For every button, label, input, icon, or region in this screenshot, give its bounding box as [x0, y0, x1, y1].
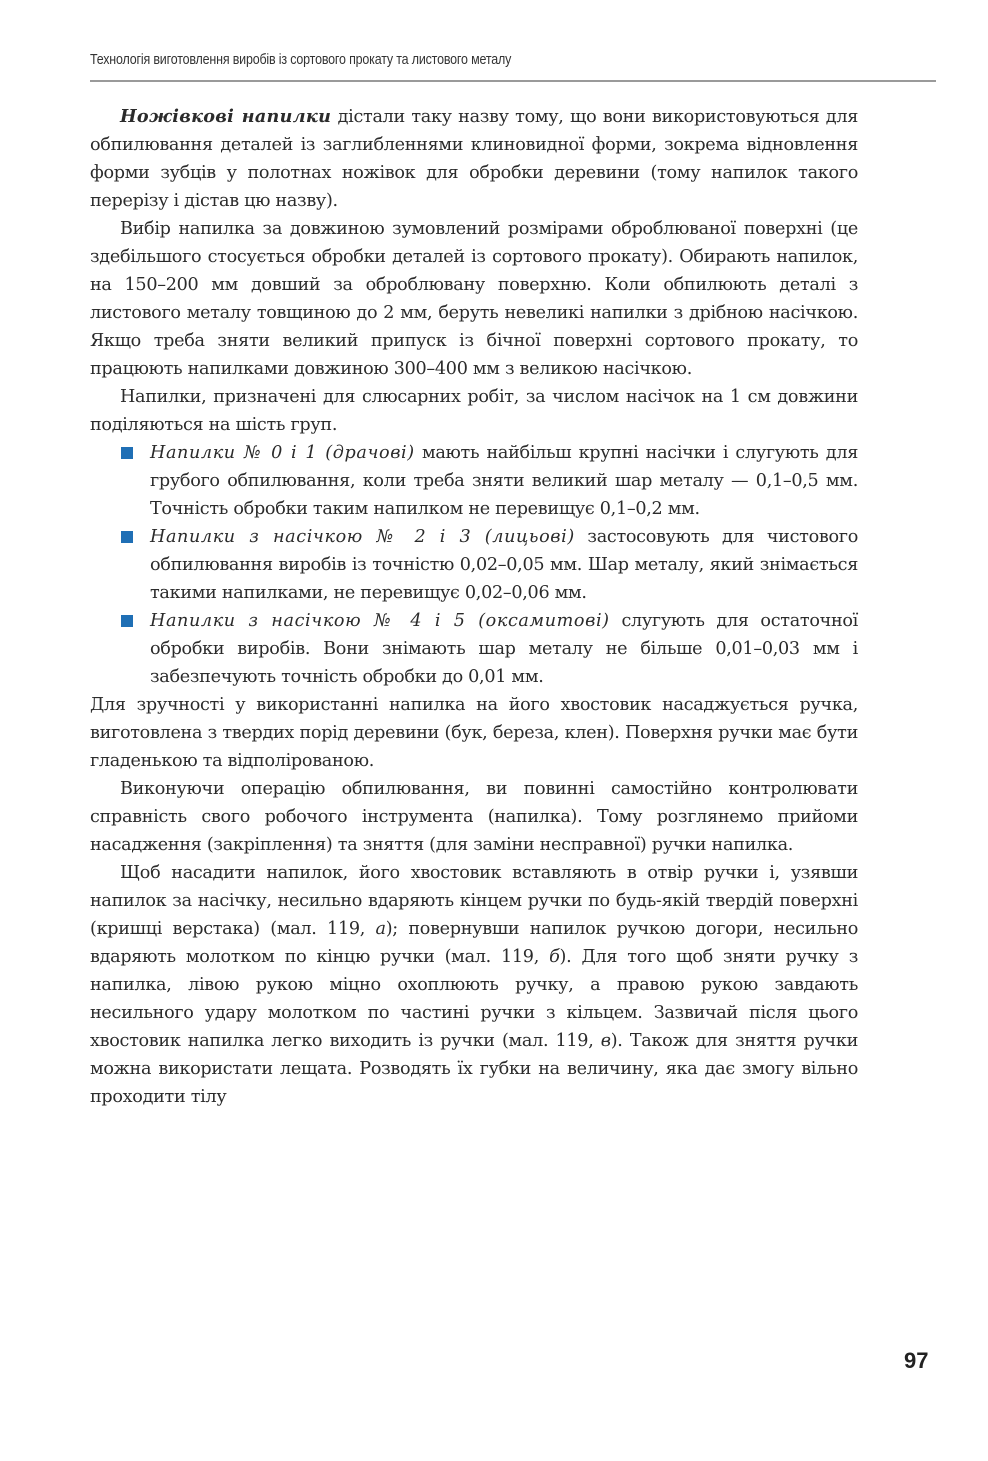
paragraph-text: ); повернувши напилок ручкою догори, несильно вдаряють молотком по кінцю ручки (мал. 119,	[90, 919, 858, 967]
list-item	[150, 607, 858, 691]
paragraph-text: дістали таку назву тому, що вони використовуються для обпилювання деталей із заглибленнями клиновидної форми, зокрема відновлення форми зубців у полотнах ножівок для обробки деревини (тому напилок такого перерізу і дістав цю назву).	[90, 107, 858, 211]
square-bullet-icon	[121, 615, 133, 627]
square-bullet-icon	[121, 531, 133, 543]
paragraph-text: ). Також для зняття ручки можна використати лещата. Розводять їх губки на величину, яка дає змогу вільно проходити тілу	[90, 1031, 858, 1107]
paragraph-file-groups-intro: Напилки, призначені для слюсарних робіт, за числом насічок на 1 см довжини поділяються на шість груп.	[90, 387, 858, 435]
paragraph-handle-mounting	[90, 859, 858, 1111]
header-divider	[90, 80, 936, 82]
figure-ref-b: б	[549, 947, 560, 967]
figure-ref-c: в	[600, 1031, 611, 1051]
list-item-text: слугують для остаточної обробки виробів. Вони знімають шар металу не більше 0,01–0,03 мм і забезпечують точність обробки до 0,01 мм.	[150, 611, 858, 687]
figure-ref-a: а	[375, 919, 386, 939]
list-item-text: мають найбільш крупні насічки і слугують для грубого обпилювання, коли треба зняти великий шар металу — 0,1–0,5 мм. Точність обробки таким напилком не перевищує 0,1–0,2 мм.	[150, 443, 859, 519]
list-item	[150, 523, 858, 607]
paragraph-text: Щоб насадити напилок, його хвостовик вставляють в отвір ручки і, узявши напилок за насічку, несильно вдаряють кінцем ручки по будь-якій твердій поверхні (кришці верстака) (мал. 119,	[90, 863, 858, 939]
list-item-term: Напилки № 0 і 1 (драчові)	[150, 443, 415, 463]
page-number: 97	[904, 1348, 929, 1373]
square-bullet-icon	[121, 447, 133, 459]
list-item-term: Напилки з насічкою № 2 і 3 (лицьові)	[150, 527, 575, 547]
page-body	[90, 103, 858, 1111]
list-item-term: Напилки з насічкою № 4 і 5 (оксамитові)	[150, 611, 610, 631]
list-item	[150, 439, 858, 523]
paragraph-file-length: Вибір напилка за довжиною зумовлений розмірами оброблюваної поверхні (це здебільшого стосується обробки деталей із сортового прокату). Обирають напилок, на 150–200 мм довший за оброблювану поверхню. Коли обпилюють деталі з листового металу товщиною до 2 мм, беруть невеликі напилки з дрібною насічкою. Якщо треба зняти великий припуск із бічної поверхні сортового прокату, то працюють напилками довжиною 300–400 мм з великою насічкою.	[90, 219, 858, 379]
list-item-text: застосовують для чистового обпилювання виробів із точністю 0,02–0,05 мм. Шар металу, який знімається такими напилками, не перевищує 0,02–0,06 мм.	[150, 527, 858, 603]
file-groups-list	[90, 439, 858, 691]
running-header-title: Технологія виготовлення виробів із сортового прокату та листового металу	[90, 52, 512, 68]
paragraph-hacksaw-files	[90, 103, 858, 215]
paragraph-text: ). Для того щоб зняти ручку з напилка, лівою рукою міцно охоплюють ручку, а правою рукою завдають несильного удару молотком по частині ручки з кільцем. Зазвичай після цього хвостовик напилка легко виходить із ручки (мал. 119,	[90, 947, 859, 1051]
paragraph-handle: Для зручності у використанні напилка на його хвостовик насаджується ручка, виготовлена з твердих порід деревини (бук, береза, клен). Поверхня ручки має бути гладенькою та відполірованою.	[90, 695, 858, 771]
paragraph-tool-control: Виконуючи операцію обпилювання, ви повинні самостійно контролювати справність свого робочого інструмента (напилка). Тому розглянемо прийоми насадження (закріплення) та зняття (для заміни несправної) ручки напилка.	[90, 779, 858, 855]
term-hacksaw-files: Ножівкові напилки	[120, 106, 332, 127]
